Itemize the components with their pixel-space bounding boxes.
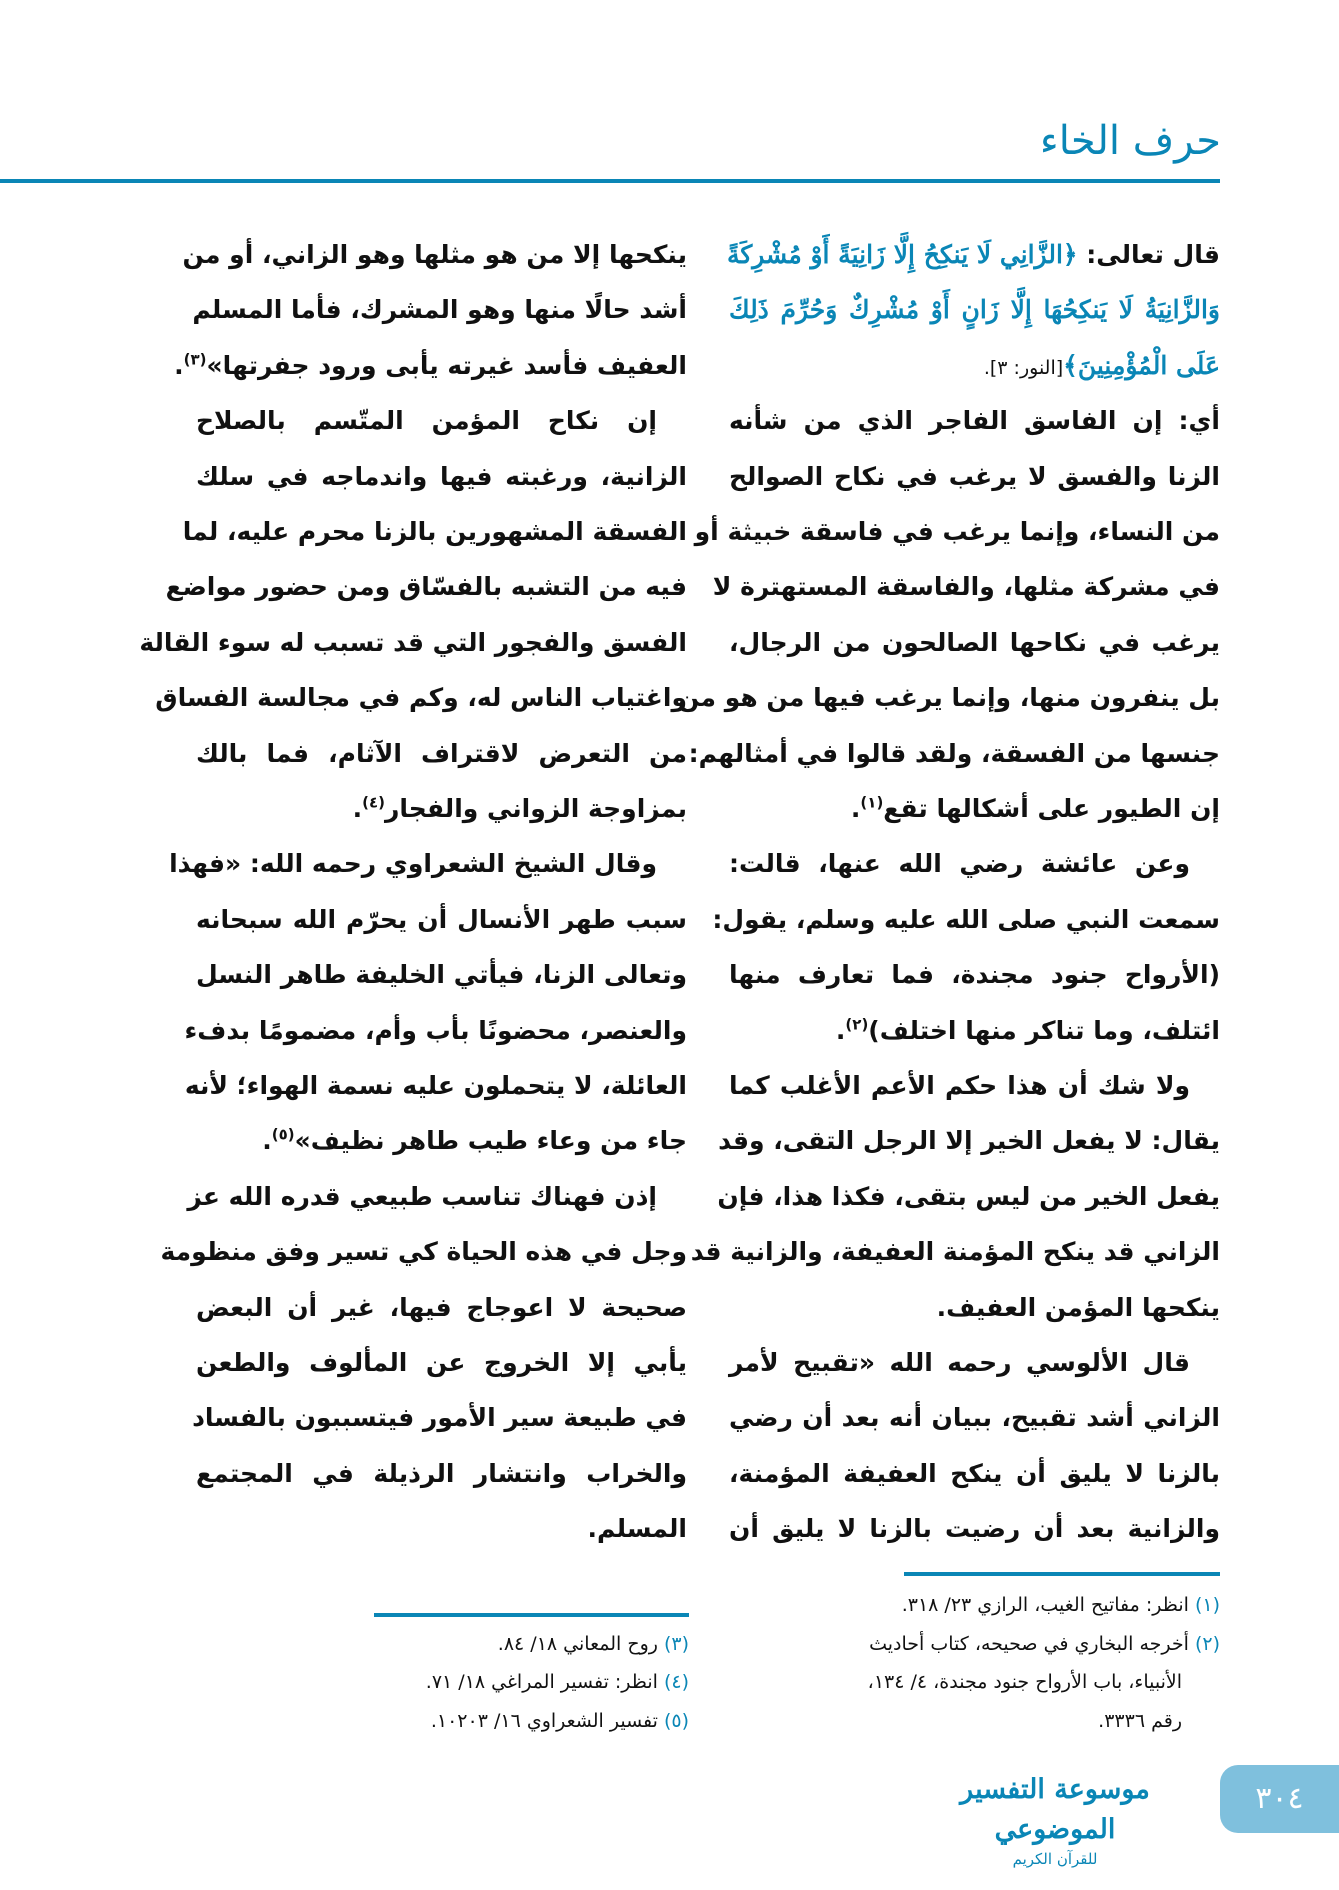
text-line [688,734,1220,774]
text-line [729,1509,1220,1549]
text-line [196,1288,687,1328]
text-line [165,567,687,607]
text-segment: بالزنا لا يليق أن ينكح العفيفة المؤمنة، [729,1458,1220,1488]
text-line [690,1232,1220,1272]
footnote-divider-right [904,1572,1220,1576]
text-segment: من التعرض لاقتراف الآثام، فما بالك [196,738,687,768]
logo-subtitle: للقرآن الكريم [1012,1850,1098,1868]
text-line [729,346,1220,386]
verse-reference: [النور: ٣]. [983,356,1064,379]
text-segment: . [174,350,184,380]
text-segment: المسلم. [587,1514,687,1544]
text-segment: إذن فهناك تناسب طبيعي قدره الله عز [187,1181,657,1211]
text-segment: قال الألوسي رحمه الله «تقبيح لأمر [729,1348,1190,1377]
text-segment: . [352,794,363,823]
text-line [196,1509,687,1549]
text-segment: الفسقة المشهورين بالزنا محرم عليه، لما [182,517,687,546]
text-segment: . [835,1015,846,1045]
text-segment: جنسها من الفسقة، ولقد قالوا في أمثالهم: [688,738,1220,768]
text-segment: وقال الشيخ الشعراوي رحمه الله: «فهذا [169,849,657,879]
footnote-number: (٤) [663,1671,689,1693]
text-line [729,955,1220,995]
quran-verse: وَالزَّانِيَةُ لَا يَنكِحُهَا إِلَّا زَانٍ أَوْ مُشْرِكٌ وَحُرِّمَ ذَلِكَ [729,295,1220,325]
footnote-marker: (٥) [271,1126,295,1145]
text-segment: العائلة، لا يتحملون عليه نسمة الهواء؛ لأنه [184,1071,687,1100]
text-line [160,1232,687,1272]
text-segment: في مشركة مثلها، والفاسقة المستهترة لا [712,572,1220,602]
page-number: ٣٠٤ [1220,1765,1339,1833]
text-line [196,1343,687,1383]
text-line [694,512,1220,552]
text-line [678,678,1220,718]
text-line [729,623,1220,663]
text-line [196,1454,687,1494]
footnote-text: انظر: مفاتيح الغيب، الرازي ٢٣/ ٣١٨. [901,1594,1189,1616]
text-line [196,900,687,940]
footnote [498,1629,689,1659]
text-line [187,1177,687,1217]
text-segment: بل ينفرون منها، وإنما يرغب فيها من هو من [678,683,1220,713]
text-line [196,401,687,441]
text-segment: إن الطيور على أشكالها تقع [883,794,1220,823]
footnote-text: رقم ٣٣٣٦. [1098,1710,1182,1732]
text-line [729,789,1220,829]
footnote-text: أخرجه البخاري في صحيحه، كتاب أحاديث [869,1633,1189,1655]
text-line [196,955,687,995]
text-segment: يفعل الخير من ليس بتقى، فكذا هذا، فإن [717,1181,1220,1211]
text-line [726,235,1220,275]
text-segment: الزاني قد ينكح المؤمنة العفيفة، والزانية قد [690,1237,1220,1267]
footnote-text: انظر: تفسير المراغي ١٨/ ٧١. [425,1671,658,1693]
text-line [155,678,687,718]
text-segment: جاء من وعاء طيب طاهر نظيف» [294,1126,687,1156]
text-line [174,346,687,386]
quran-verse: ﴿الزَّانِي لَا يَنكِحُ إِلَّا زَانِيَةً أَوْ مُشْرِكَةً [726,240,1078,269]
text-segment: وجل في هذه الحياة كي تسير وفق منظومة [160,1237,687,1267]
footnote-marker: (٤) [362,793,386,812]
text-line [196,457,687,497]
header-divider [0,179,1220,183]
text-line [729,1011,1220,1051]
text-segment: . [850,794,861,823]
text-segment: سبب طهر الأنسال أن يحرّم الله سبحانه [196,904,687,934]
text-segment: الزنا والفسق لا يرغب في نكاح الصوالح [729,461,1220,491]
text-line [729,1398,1220,1438]
text-line [196,1121,687,1161]
text-segment: يأبي إلا الخروج عن المألوف والطعن [196,1348,687,1377]
text-segment: والزانية بعد أن رضيت بالزنا لا يليق أن [729,1514,1220,1544]
text-line [729,401,1220,441]
text-segment: يرغب في نكاحها الصالحون من الرجال، [729,627,1220,657]
footnote-number: (٣) [663,1633,689,1655]
footnote [1098,1706,1182,1736]
footnote [869,1629,1220,1659]
text-line [182,512,687,552]
text-segment: العفيف فأسد غيرته يأبى ورود جفرتها» [206,350,687,380]
text-line [729,1288,1220,1328]
text-segment: فيه من التشبه بالفسّاق ومن حضور مواضع [165,572,687,602]
text-line [169,844,687,884]
text-segment: ينكحها المؤمن العفيف. [936,1292,1220,1322]
footnote-marker: (٣) [183,350,207,369]
text-line [729,1343,1220,1383]
footnote-number: (١) [1194,1594,1220,1616]
text-segment: سمعت النبي صلى الله عليه وسلم، يقول: [712,904,1220,934]
text-line [192,290,687,330]
text-line [182,235,687,275]
text-line [729,844,1220,884]
footnote [868,1667,1182,1697]
text-line [184,1066,687,1106]
chapter-title: حرف الخاء [1039,118,1221,164]
text-segment: صحيحة لا اعوجاج فيها، غير أن البعض [196,1292,687,1322]
footnote [431,1706,689,1736]
text-segment: الزاني أشد تقبيح، ببيان أنه بعد أن رضي [729,1403,1220,1433]
text-segment: وعن عائشة رضي الله عنها، قالت: [729,849,1190,879]
text-segment: بمزاوجة الزواني والفجار [385,794,687,823]
encyclopedia-logo [935,1770,1175,1868]
text-segment: إن نكاح المؤمن المتّسم بالصلاح [196,406,657,436]
text-segment: الزانية، ورغبته فيها واندماجه في سلك [196,461,687,491]
text-segment: واغتياب الناس له، وكم في مجالسة الفساق [155,683,687,713]
text-segment: الفسق والفجور التي قد تسبب له سوء القالة [139,627,687,657]
footnote-text: الأنبياء، باب الأرواح جنود مجندة، ٤/ ١٣٤، [867,1671,1182,1693]
footnote-marker: (١) [860,793,884,812]
text-line [184,1011,687,1051]
text-line [729,1454,1220,1494]
text-segment: في طبيعة سير الأمور فيتسببون بالفساد [192,1403,687,1433]
text-segment: ائتلف، وما تناكر منها اختلف) [868,1015,1220,1045]
footnote-text: تفسير الشعراوي ١٦/ ١٠٢٠٣. [430,1710,658,1732]
footnote [426,1667,689,1697]
text-segment: (الأرواح جنود مجندة، فما تعارف منها [729,960,1220,990]
footnote-divider-left [374,1613,689,1617]
text-segment: . [262,1126,272,1156]
text-line [729,290,1220,330]
text-line [196,734,687,774]
text-line [729,1066,1220,1106]
text-segment: قال تعالى: [1077,240,1220,269]
text-line [139,623,687,663]
text-segment: والخراب وانتشار الرذيلة في المجتمع [196,1458,687,1488]
text-segment: ينكحها إلا من هو مثلها وهو الزاني، أو من [182,240,687,269]
footnote-marker: (٢) [845,1015,869,1034]
text-line [712,567,1220,607]
footnote-number: (٥) [663,1710,689,1732]
text-segment: أي: إن الفاسق الفاجر الذي من شأنه [729,406,1220,436]
text-line [192,1398,687,1438]
text-line [196,789,687,829]
text-line [717,1177,1220,1217]
footnote [902,1590,1220,1620]
text-segment: يقال: لا يفعل الخير إلا الرجل التقى، وقد [718,1126,1220,1156]
text-segment: ولا شك أن هذا حكم الأعم الأغلب كما [729,1071,1190,1100]
logo-title: موسوعة التفسير الموضوعي [960,1774,1150,1845]
text-segment: وتعالى الزنا، فيأتي الخليفة طاهر النسل [196,960,687,990]
text-segment: والعنصر، محضونًا بأب وأم، مضمومًا بدفء [184,1015,687,1045]
text-segment: من النساء، وإنما يرغب في فاسقة خبيثة أو [694,517,1220,546]
text-segment: أشد حالًا منها وهو المشرك، فأما المسلم [192,295,687,325]
text-line [718,1121,1220,1161]
footnote-text: روح المعاني ١٨/ ٨٤. [497,1633,658,1655]
text-line [712,900,1220,940]
quran-verse: عَلَى الْمُؤْمِنِينَ﴾ [1063,350,1220,380]
text-line [729,457,1220,497]
footnote-number: (٢) [1194,1633,1220,1655]
